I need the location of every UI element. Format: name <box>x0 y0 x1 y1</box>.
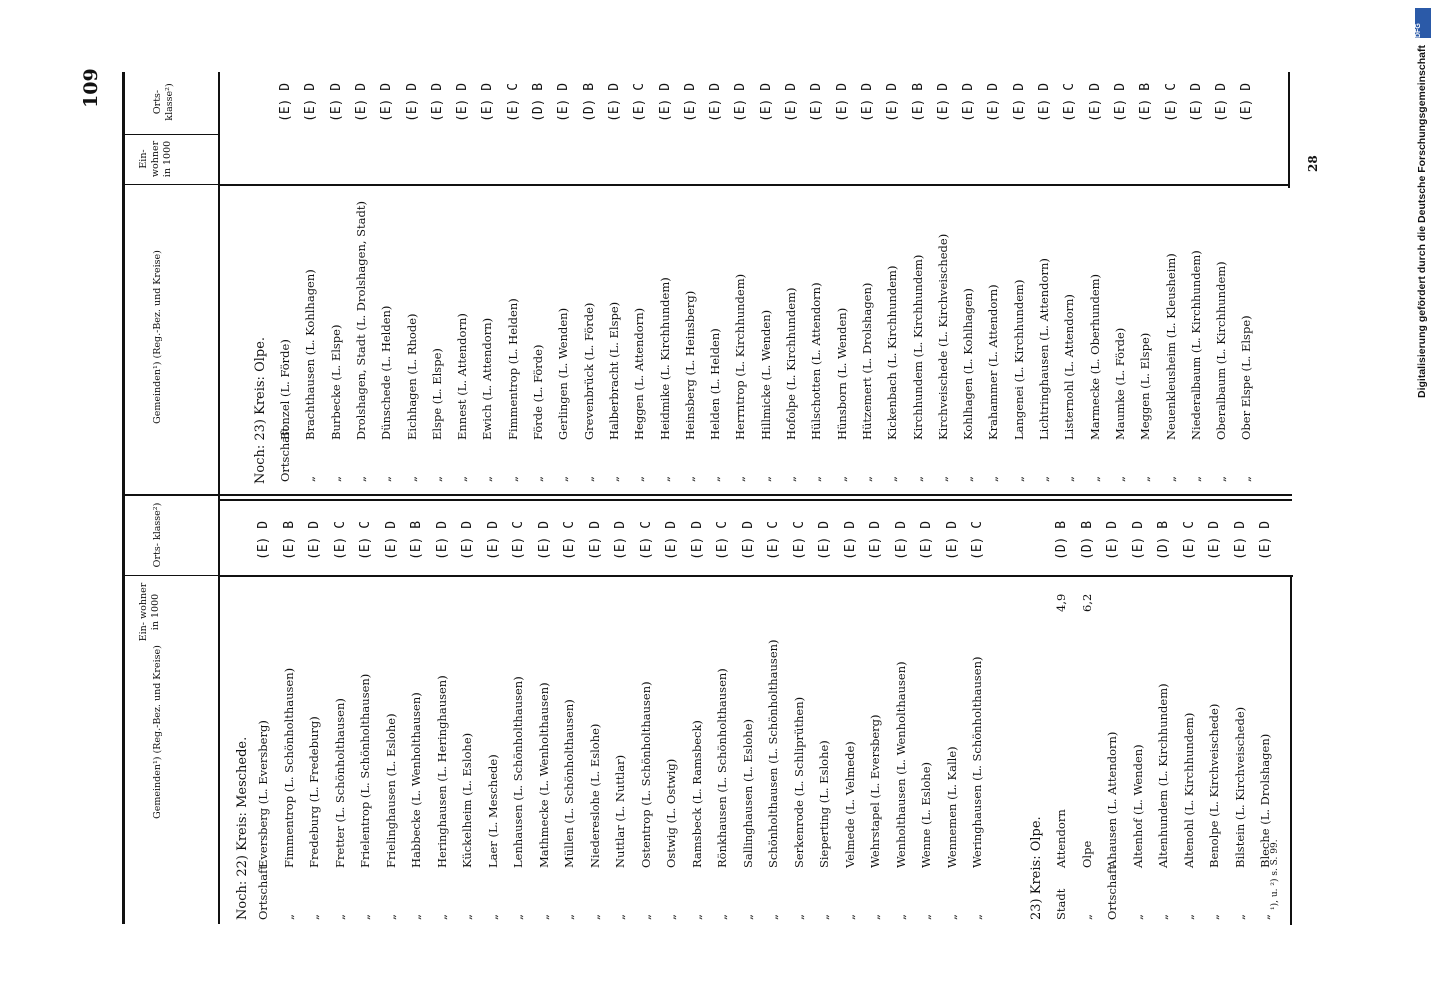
row-name: Altenhundem (L. Kirchhundem) <box>1156 683 1170 868</box>
row-prefix: „ <box>885 476 900 482</box>
row-prefix: „ <box>935 476 950 482</box>
row-prefix: „ <box>682 476 697 482</box>
row-prefix: „ <box>638 914 653 920</box>
row-prefix: „ <box>740 914 755 920</box>
row-name: Hünsborn (L. Wenden) <box>834 307 849 440</box>
row-ortsklasse: (E) D <box>657 82 673 122</box>
row-prefix: „ <box>944 914 959 920</box>
header-einwohner-left: Ein- wohner in 1000 <box>138 582 161 642</box>
row-name: Langenei (L. Kirchhundem) <box>1011 279 1026 440</box>
row-ortsklasse: (E) D <box>817 520 832 560</box>
row-prefix: „ <box>733 476 748 482</box>
row-name: Altenhof (L. Wenden) <box>1130 744 1145 868</box>
row-ortsklasse: (E) C <box>1181 520 1197 560</box>
row-ortsklasse: (E) D <box>893 520 909 560</box>
row-prefix: „ <box>868 914 882 920</box>
row-name: Förde (L. Förde) <box>531 344 545 440</box>
row-prefix: „ <box>1011 476 1026 482</box>
row-prefix: „ <box>766 914 780 920</box>
row-ortsklasse: (E) D <box>1112 82 1128 122</box>
row-prefix: „ <box>613 914 627 920</box>
row-prefix: „ <box>1181 914 1196 920</box>
row-ortsklasse: (E) D <box>460 520 475 560</box>
row-ortsklasse: (E) D <box>455 82 471 122</box>
row-prefix: „ <box>784 476 798 482</box>
row-ortsklasse: (E) D <box>1011 82 1027 122</box>
row-prefix: „ <box>758 476 773 482</box>
row-prefix: „ <box>581 476 596 482</box>
row-name: Kirchhundem (L. Kirchhundem) <box>910 254 925 440</box>
row-name: Fimmentrop (L. Helden) <box>505 298 520 440</box>
row-name: Kickenbach (L. Kirchhundem) <box>885 265 900 440</box>
header-gemeinden-right: Gemeinden¹) (Reg.-Bez. und Kreise) <box>152 250 163 424</box>
row-prefix: „ <box>505 476 520 482</box>
row-name: Benolpe (L. Kirchveischede) <box>1207 703 1221 868</box>
row-prefix: „ <box>434 914 449 920</box>
row-prefix: „ <box>910 476 925 482</box>
row-prefix: „ <box>689 914 704 920</box>
row-name: Wehrstapel (L. Eversberg) <box>868 714 882 868</box>
row-name: Frielentrop (L. Schönholthausen) <box>358 673 372 868</box>
row-name: Oberalbaum (L. Kirchhundem) <box>1214 261 1229 440</box>
row-ortsklasse: (E) D <box>379 82 395 122</box>
row-name: Hülschotten (L. Attendorn) <box>809 282 824 440</box>
row-ortsklasse: (E) D <box>434 520 450 560</box>
row-name: Sallinghausen (L. Eslohe) <box>740 718 755 868</box>
row-prefix: „ <box>460 914 474 920</box>
row-name: Attendorn <box>1054 809 1068 868</box>
row-ortsklasse: (E) D <box>404 82 420 122</box>
row-prefix: „ <box>919 914 933 920</box>
row-prefix: „ <box>332 914 347 920</box>
page-number: 109 <box>80 68 102 108</box>
row-ortsklasse: (E) D <box>664 520 679 560</box>
row-ortsklasse: (D) B <box>531 82 546 122</box>
row-ortsklasse: (E) D <box>278 82 293 122</box>
header-ortsklasse-left: Orts- klasse²) <box>152 502 163 568</box>
row-ortsklasse: (E) D <box>556 82 572 122</box>
row-name: Habbecke (L. Wenholthausen) <box>409 692 423 868</box>
row-ortsklasse: (E) D <box>1130 520 1146 560</box>
row-name: Helden (L. Helden) <box>708 328 723 440</box>
row-ortsklasse: (E) C <box>332 520 348 560</box>
row-ortsklasse: (E) D <box>303 82 319 122</box>
row-prefix: „ <box>307 914 321 920</box>
row-name: Dünschede (L. Helden) <box>379 305 394 440</box>
row-ortsklasse: (E) D <box>1105 520 1120 560</box>
row-name: Kohlhagen (L. Kohlhagen) <box>961 288 976 440</box>
row-ortsklasse: (E) D <box>1239 82 1255 122</box>
row-ortsklasse: (E) D <box>613 520 628 560</box>
row-prefix: „ <box>657 476 672 482</box>
row-prefix: „ <box>1214 476 1229 482</box>
row-prefix: Ortschaft <box>1105 864 1119 920</box>
row-prefix: Stadt <box>1054 888 1068 920</box>
row-ortsklasse: (E) C <box>632 82 648 122</box>
row-einwohner: 4,9 <box>1054 593 1068 612</box>
row-name: Krahammer (L. Attendorn) <box>986 284 1001 440</box>
row-ortsklasse: (E) B <box>281 520 297 560</box>
row-name: Hillmicke (L. Wenden) <box>758 309 773 440</box>
row-name: Brachthausen (L. Kohlhagen) <box>303 269 318 440</box>
row-ortsklasse: (E) C <box>511 520 526 560</box>
row-name: Heinsberg (L. Heinsberg) <box>682 290 697 440</box>
row-name: Drolshagen, Stadt (L. Drolshagen, Stadt) <box>353 201 368 440</box>
row-name: Bilstein (L. Kirchveischede) <box>1232 706 1247 868</box>
row-prefix: „ <box>715 914 729 920</box>
row-name: Elspe (L. Elspe) <box>429 348 444 440</box>
row-ortsklasse: (E) D <box>429 82 445 122</box>
section-title-olpe-cont: Noch: 23) Kreis: Olpe. <box>253 336 268 484</box>
row-name: Velmede (L. Velmede) <box>842 741 857 868</box>
row-ortsklasse: (E) D <box>1037 82 1052 122</box>
row-ortsklasse: (E) C <box>562 520 577 560</box>
row-prefix: „ <box>1156 914 1170 920</box>
row-ortsklasse: (E) D <box>919 520 934 560</box>
row-prefix: „ <box>358 914 372 920</box>
sidebar-text: Digitalisierung gefördert durch die Deutsche Forschungsgemeinschaft <box>1416 45 1428 398</box>
row-ortsklasse: (E) C <box>715 520 730 560</box>
row-ortsklasse: (E) C <box>766 520 781 560</box>
row-prefix: „ <box>986 476 1001 482</box>
row-name: Gerlingen (L. Wenden) <box>556 307 571 440</box>
row-ortsklasse: (E) D <box>809 82 825 122</box>
row-prefix: Ortschaft <box>278 426 292 482</box>
row-name: Wenne (L. Eslohe) <box>919 762 933 868</box>
row-einwohner: 6,2 <box>1079 593 1094 612</box>
row-name: Niederalbaum (L. Kirchhundem) <box>1188 250 1203 440</box>
row-prefix: „ <box>834 476 849 482</box>
row-ortsklasse: (E) D <box>328 82 344 122</box>
row-name: Ahausen (L. Attendorn) <box>1105 731 1119 868</box>
row-prefix: „ <box>409 914 423 920</box>
row-ortsklasse: (E) D <box>733 82 749 122</box>
row-ortsklasse: (E) D <box>536 520 552 560</box>
row-prefix: „ <box>708 476 723 482</box>
row-ortsklasse: (E) D <box>740 520 756 560</box>
row-name: Meggen (L. Elspe) <box>1138 332 1153 440</box>
row-ortsklasse: (E) D <box>961 82 977 122</box>
row-ortsklasse: (E) C <box>1062 82 1078 122</box>
row-ortsklasse: (E) D <box>868 520 883 560</box>
row-ortsklasse: (E) D <box>485 520 501 560</box>
row-name: Niedereslohe (L. Eslohe) <box>587 723 602 868</box>
row-name: Kirchveischede (L. Kirchveischede) <box>935 233 950 440</box>
row-prefix: „ <box>893 914 908 920</box>
sheet-number: 28 <box>1306 155 1320 172</box>
row-name: Mathmecke (L. Wenholthausen) <box>536 682 551 868</box>
row-prefix: „ <box>791 914 806 920</box>
row-prefix: „ <box>587 914 602 920</box>
row-prefix: „ <box>1188 476 1203 482</box>
row-prefix: „ <box>562 914 576 920</box>
row-name: Fretter (L. Schönholthausen) <box>332 698 347 868</box>
row-ortsklasse: (E) D <box>480 82 496 122</box>
row-prefix: „ <box>328 476 343 482</box>
row-name: Eichhagen (L. Rhode) <box>404 313 419 440</box>
row-name: Fimmentrop (L. Schönholthausen) <box>281 667 296 868</box>
row-prefix: „ <box>606 476 621 482</box>
row-ortsklasse: (E) C <box>638 520 654 560</box>
row-name: Altenohl (L. Kirchhundem) <box>1181 712 1196 868</box>
row-prefix: „ <box>632 476 647 482</box>
row-name: Hofolpe (L. Kirchhundem) <box>784 287 798 440</box>
row-name: Wenholthausen (L. Wenholthausen) <box>893 661 908 868</box>
row-ortsklasse: (D) B <box>1079 520 1095 560</box>
row-name: Lichtringhausen (L. Attendorn) <box>1037 258 1051 440</box>
row-name: Ostwig (L. Ostwig) <box>664 758 678 868</box>
row-name: Eversberg (L. Eversberg) <box>256 720 270 868</box>
row-prefix: „ <box>511 914 525 920</box>
row-prefix: „ <box>455 476 470 482</box>
row-prefix: „ <box>664 914 678 920</box>
row-name: Grevenbrück (L. Förde) <box>581 302 596 440</box>
row-name: Wennemen (L. Kalle) <box>944 746 959 868</box>
row-name: Kückelheim (L. Eslohe) <box>460 732 474 868</box>
row-name: Ennest (L. Attendorn) <box>455 313 470 440</box>
footnote: ¹), u. ²) s. S. 99. <box>1270 839 1280 910</box>
row-prefix: „ <box>404 476 419 482</box>
row-name: Ewich (L. Attendorn) <box>480 317 495 440</box>
row-ortsklasse: (E) D <box>944 520 960 560</box>
row-prefix: „ <box>1062 476 1077 482</box>
row-name: Ramsbeck (L. Ramsbeck) <box>689 720 704 868</box>
row-name: Heggen (L. Attendorn) <box>632 307 647 440</box>
row-ortsklasse: (D) B <box>1156 520 1171 560</box>
row-prefix: „ <box>1138 476 1153 482</box>
row-ortsklasse: (E) B <box>910 82 926 122</box>
row-name: Lenhausen (L. Schönholthausen) <box>511 676 525 868</box>
row-name: Nuttlar (L. Nuttlar) <box>613 754 627 868</box>
row-name: Herrntrop (L. Kirchhundem) <box>733 273 748 440</box>
row-prefix: „ <box>556 476 571 482</box>
row-prefix: „ <box>859 476 874 482</box>
section-title-meschede: Noch: 22) Kreis: Meschede. <box>235 736 250 920</box>
row-name: Listernohl (L. Attendorn) <box>1062 294 1077 440</box>
row-name: Weringhausen (L. Schönholthausen) <box>970 656 984 868</box>
row-prefix: „ <box>961 476 976 482</box>
row-name: Fredeburg (L. Fredeburg) <box>307 716 321 868</box>
row-prefix: „ <box>1163 476 1178 482</box>
row-name: Marmecke (L. Oberhundem) <box>1087 273 1102 440</box>
row-name: Serkenrode (L. Schliprüthen) <box>791 696 806 868</box>
row-prefix: „ <box>485 914 500 920</box>
row-ortsklasse: (E) D <box>784 82 799 122</box>
row-ortsklasse: (E) D <box>1214 82 1230 122</box>
row-prefix: „ <box>383 914 398 920</box>
row-prefix: „ <box>1079 914 1094 920</box>
row-name: Burbecke (L. Elspe) <box>328 324 343 440</box>
row-name: Müllen (L. Schönholthausen) <box>562 699 576 868</box>
dfg-logo: DFG <box>1415 8 1431 38</box>
row-name: Neuenkleusheim (L. Kleusheim) <box>1163 253 1178 440</box>
row-ortsklasse: (D) B <box>581 82 597 122</box>
row-prefix: „ <box>480 476 495 482</box>
row-prefix: „ <box>842 914 857 920</box>
row-prefix: „ <box>429 476 444 482</box>
row-name: Ober Elspe (L. Elspe) <box>1239 315 1254 440</box>
row-prefix: „ <box>970 914 984 920</box>
row-name: Sieperting (L. Eslohe) <box>817 740 831 868</box>
row-name: Bonzel (L. Förde) <box>278 339 292 440</box>
row-prefix: „ <box>1258 914 1272 920</box>
row-name: Rönkhausen (L. Schönholthausen) <box>715 668 729 868</box>
row-name: Halberbracht (L. Elspe) <box>606 301 621 440</box>
row-ortsklasse: (E) D <box>758 82 774 122</box>
row-ortsklasse: (E) D <box>1258 520 1273 560</box>
row-ortsklasse: (E) C <box>970 520 985 560</box>
row-name: Frielinghausen (L. Eslohe) <box>383 713 398 868</box>
row-prefix: „ <box>1232 914 1247 920</box>
row-prefix: „ <box>281 914 296 920</box>
row-ortsklasse: (E) D <box>708 82 724 122</box>
row-prefix: „ <box>353 476 368 482</box>
header-gemeinden-left: Gemeinden¹) (Reg.-Bez. und Kreise) <box>152 645 163 819</box>
row-ortsklasse: (E) D <box>859 82 875 122</box>
row-prefix: „ <box>379 476 394 482</box>
row-prefix: „ <box>1130 914 1145 920</box>
row-ortsklasse: (E) D <box>834 82 850 122</box>
header-einwohner-right: Ein- wohner in 1000 <box>138 140 173 178</box>
row-name: Heringhausen (L. Heringhausen) <box>434 675 449 868</box>
row-ortsklasse: (E) D <box>256 520 271 560</box>
row-prefix: „ <box>531 476 545 482</box>
row-prefix: „ <box>1239 476 1254 482</box>
row-ortsklasse: (E) C <box>791 520 807 560</box>
row-prefix: „ <box>1112 476 1127 482</box>
row-prefix: „ <box>1087 476 1102 482</box>
row-ortsklasse: (E) D <box>986 82 1002 122</box>
row-prefix: „ <box>536 914 551 920</box>
row-name: Bleche (L. Drolshagen) <box>1258 733 1272 868</box>
row-prefix: „ <box>1037 476 1051 482</box>
row-name: Ostentrop (L. Schönholthausen) <box>638 681 653 868</box>
digitization-sidebar <box>1412 6 1432 991</box>
section-title-olpe: 23) Kreis: Olpe. <box>1029 816 1044 920</box>
row-name: Olpe <box>1079 840 1094 868</box>
row-ortsklasse: (E) D <box>606 82 622 122</box>
row-ortsklasse: (E) D <box>682 82 698 122</box>
row-ortsklasse: (E) D <box>689 520 705 560</box>
row-ortsklasse: (E) D <box>1188 82 1204 122</box>
row-ortsklasse: (D) B <box>1054 520 1069 560</box>
row-ortsklasse: (E) D <box>1232 520 1248 560</box>
row-name: Laer (L. Meschede) <box>485 754 500 868</box>
row-prefix: „ <box>1207 914 1221 920</box>
row-ortsklasse: (E) C <box>1163 82 1179 122</box>
row-ortsklasse: (E) D <box>935 82 951 122</box>
row-ortsklasse: (E) D <box>383 520 399 560</box>
row-prefix: „ <box>303 476 318 482</box>
row-ortsklasse: (E) C <box>358 520 373 560</box>
row-ortsklasse: (E) D <box>1087 82 1103 122</box>
row-ortsklasse: (E) D <box>587 520 603 560</box>
row-prefix: „ <box>809 476 824 482</box>
row-prefix: Ortschaft <box>256 864 270 920</box>
row-ortsklasse: (E) B <box>409 520 424 560</box>
row-ortsklasse: (E) C <box>505 82 521 122</box>
row-ortsklasse: (E) D <box>842 520 858 560</box>
row-name: Hützemert (L. Drolshagen) <box>859 282 874 440</box>
row-ortsklasse: (E) D <box>353 82 369 122</box>
row-prefix: „ <box>817 914 831 920</box>
row-ortsklasse: (E) B <box>1138 82 1154 122</box>
row-name: Maumke (L. Förde) <box>1112 327 1127 440</box>
row-name: Heidmike (L. Kirchhundem) <box>657 277 672 440</box>
row-ortsklasse: (E) D <box>885 82 901 122</box>
row-ortsklasse: (E) D <box>1207 520 1222 560</box>
row-name: Schönholthausen (L. Schönholthausen) <box>766 639 780 868</box>
header-ortsklasse-right: Orts- klasse²) <box>152 83 175 121</box>
row-ortsklasse: (E) D <box>307 520 322 560</box>
